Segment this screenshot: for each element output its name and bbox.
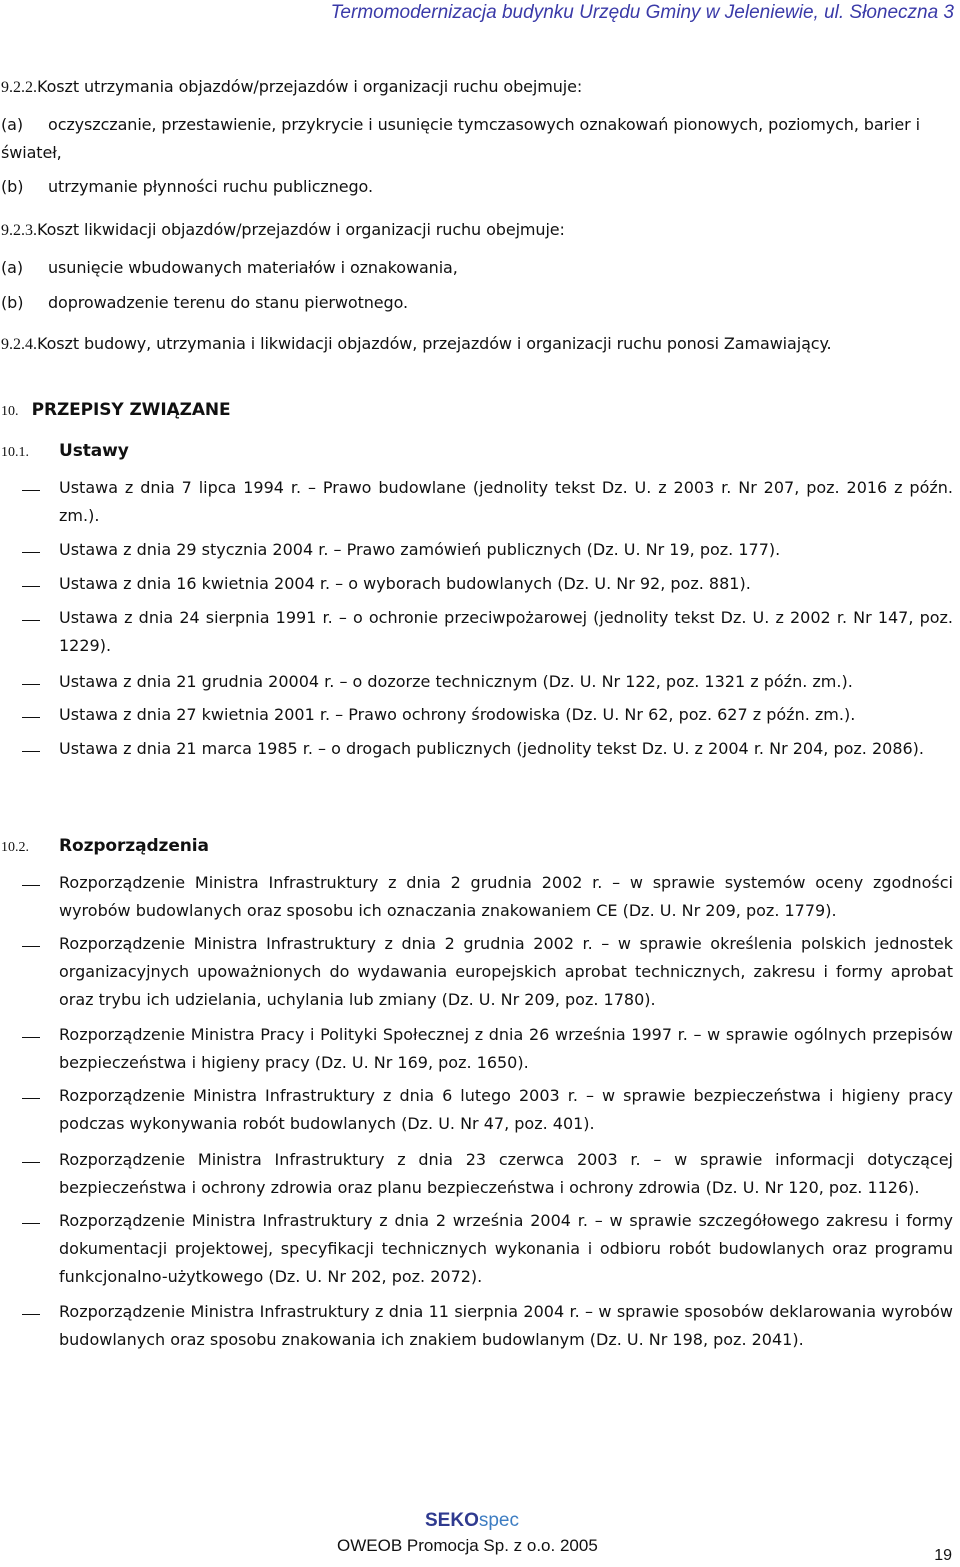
list-item: Ustawa z dnia 21 grudnia 20004 r. – o dozorze technicznym (Dz. U. Nr 122, poz. 1321 z późn. zm.).: [59, 672, 853, 691]
list-dash: [22, 1098, 40, 1099]
section-number: 9.2.2.: [1, 79, 37, 96]
list-item: Ustawa z dnia 24 sierpnia 1991 r. – o ochronie przeciwpożarowej (jednolity tekst Dz. U. z 2002 r. Nr 147, poz. 1229).: [59, 608, 953, 655]
list-label: (a): [1, 115, 23, 134]
list-item: Ustawa z dnia 7 lipca 1994 r. – Prawo budowlane (jednolity tekst Dz. U. z 2003 r. Nr 207, poz. 2016 z późn. zm.).: [59, 478, 953, 525]
section-number: 9.2.4.: [1, 336, 37, 353]
list-item: Rozporządzenie Ministra Infrastruktury z dnia 6 lutego 2003 r. – w sprawie bezpieczeństwa i higieny pracy podczas wykonywania robót budowlanych (Dz. U. Nr 47, poz. 401).: [59, 1086, 953, 1133]
section-number: 10.2.: [1, 840, 29, 855]
chapter-title: PRZEPISY ZWIĄZANE: [31, 400, 231, 420]
chapter-10-heading: [1, 400, 231, 420]
footer-logo-part-b: spec: [478, 1510, 519, 1531]
list-dash: [22, 751, 40, 752]
section-number: 9.2.3.: [1, 222, 37, 239]
page-number: 19: [934, 1547, 952, 1564]
list-dash: [22, 552, 40, 553]
section-title: Koszt budowy, utrzymania i likwidacji objazdów, przejazdów i organizacji ruchu ponosi Zamawiający.: [37, 334, 832, 353]
section-9-2-2-heading: [1, 77, 582, 97]
list-item: Rozporządzenie Ministra Infrastruktury z dnia 2 grudnia 2002 r. – w sprawie określenia polskich jednostek organizacyjnych upoważnionych do wydawania europejskich aprobat technicznych, zakresu i formy aprobat oraz trybu ich udzielania, uchylania lub zmiany (Dz. U. Nr 209, poz. 1780).: [59, 934, 953, 1009]
list-item: Rozporządzenie Ministra Infrastruktury z dnia 2 grudnia 2002 r. – w sprawie systemów oceny zgodności wyrobów budowlanych oraz sposobu ich oznaczania znakowaniem CE (Dz. U. Nr 209, poz. 1779).: [59, 873, 953, 920]
footer-logo: [425, 1510, 519, 1532]
list-label: (a): [1, 258, 23, 277]
footer-logo-part-a: SEKO: [425, 1510, 479, 1531]
list-item-text: doprowadzenie terenu do stanu pierwotnego.: [48, 293, 408, 312]
list-item-text: utrzymanie płynności ruchu publicznego.: [48, 177, 373, 196]
section-title-rozporzadzenia: Rozporządzenia: [59, 836, 209, 856]
list-item: Rozporządzenie Ministra Pracy i Polityki Społecznej z dnia 26 września 1997 r. – w sprawie ogólnych przepisów bezpieczeństwa i higieny pracy (Dz. U. Nr 169, poz. 1650).: [59, 1025, 953, 1072]
list-dash: [22, 1223, 40, 1224]
list-dash: [22, 1314, 40, 1315]
document-header: Termomodernizacja budynku Urzędu Gminy w Jeleniewie, ul. Słoneczna 3: [330, 2, 954, 23]
list-dash: [22, 946, 40, 947]
list-dash: [22, 620, 40, 621]
list-dash: [22, 684, 40, 685]
list-item: Rozporządzenie Ministra Infrastruktury z dnia 23 czerwca 2003 r. – w sprawie informacji dotyczącej bezpieczeństwa i ochrony zdrowia oraz planu bezpieczeństwa i ochrony zdrowia (Dz. U. Nr 120, poz. 1126).: [59, 1150, 953, 1197]
section-title: Koszt likwidacji objazdów/przejazdów i organizacji ruchu obejmuje:: [37, 220, 565, 239]
section-title: Koszt utrzymania objazdów/przejazdów i organizacji ruchu obejmuje:: [37, 77, 583, 96]
list-item: Ustawa z dnia 16 kwietnia 2004 r. – o wyborach budowlanych (Dz. U. Nr 92, poz. 881).: [59, 574, 751, 593]
list-dash: [22, 586, 40, 587]
footer-company: OWEOB Promocja Sp. z o.o. 2005: [337, 1536, 598, 1555]
list-item-text: oczyszczanie, przestawienie, przykrycie i usunięcie tymczasowych oznakowań pionowych, poziomych, barier i: [48, 115, 920, 134]
list-dash: [22, 885, 40, 886]
section-title-ustawy: Ustawy: [59, 441, 129, 461]
list-dash: [22, 1162, 40, 1163]
list-item-continuation: świateł,: [1, 143, 62, 162]
list-label: (b): [1, 293, 24, 312]
list-label: (b): [1, 177, 24, 196]
list-item: Ustawa z dnia 29 stycznia 2004 r. – Prawo zamówień publicznych (Dz. U. Nr 19, poz. 177).: [59, 540, 781, 559]
list-item-text: usunięcie wbudowanych materiałów i oznakowania,: [48, 258, 458, 277]
list-dash: [22, 490, 40, 491]
list-item: Rozporządzenie Ministra Infrastruktury z dnia 2 września 2004 r. – w sprawie szczegółowego zakresu i formy dokumentacji projektowej, specyfikacji technicznych wykonania i odbioru robót budowlanych oraz programu funkcjonalno-użytkowego (Dz. U. Nr 202, poz. 2072).: [59, 1211, 953, 1286]
list-item: Rozporządzenie Ministra Infrastruktury z dnia 11 sierpnia 2004 r. – w sprawie sposobów deklarowania wyrobów budowlanych oraz sposobu znakowania ich znakiem budowlanym (Dz. U. Nr 198, poz. 2041).: [59, 1302, 953, 1349]
section-9-2-3-heading: [1, 220, 565, 240]
section-number: 10.1.: [1, 445, 29, 460]
chapter-number: 10.: [1, 404, 19, 419]
list-dash: [22, 717, 40, 718]
list-item: Ustawa z dnia 21 marca 1985 r. – o drogach publicznych (jednolity tekst Dz. U. z 2004 r. Nr 204, poz. 2086).: [59, 739, 925, 758]
list-item: Ustawa z dnia 27 kwietnia 2001 r. – Prawo ochrony środowiska (Dz. U. Nr 62, poz. 627 z późn. zm.).: [59, 705, 856, 724]
section-9-2-4-heading: [1, 334, 832, 354]
list-dash: [22, 1037, 40, 1038]
